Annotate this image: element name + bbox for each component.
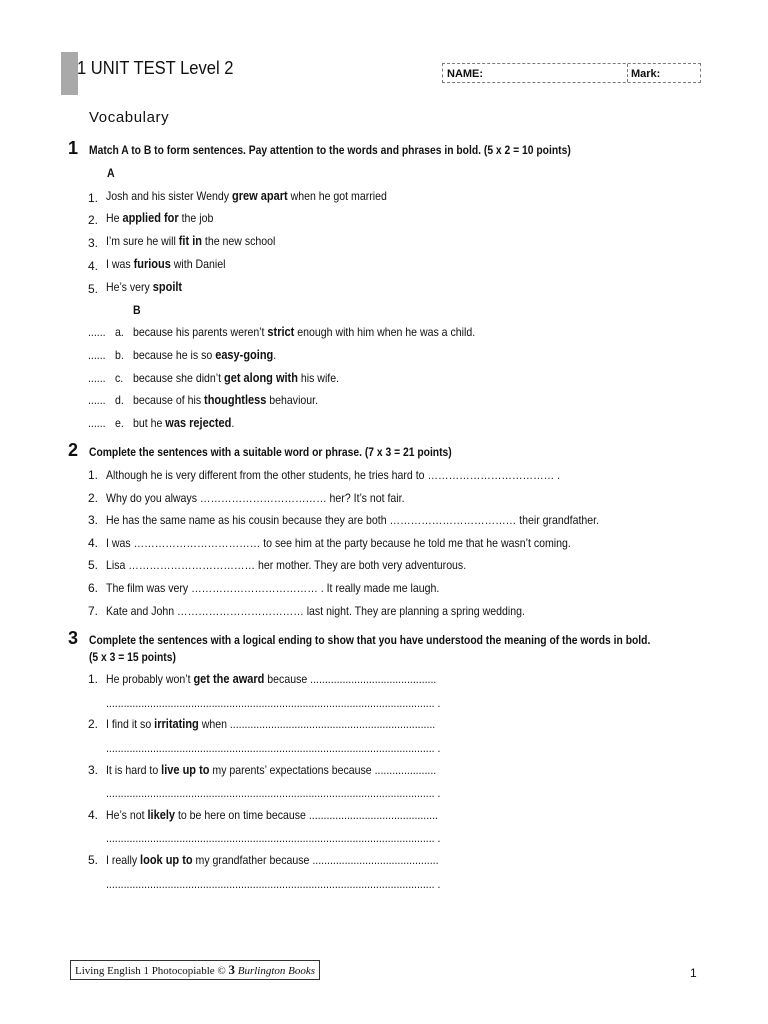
group-label-b: B [133, 303, 141, 317]
question-number: 3 [68, 628, 79, 648]
list-item-text: because of his thoughtless behaviour. [133, 393, 319, 407]
group-label-a: A [107, 166, 115, 180]
mark-label: Mark: [631, 68, 661, 80]
item-number: 5. [88, 282, 99, 296]
list-item-text: He applied for the job [106, 211, 214, 225]
publisher-name: Burlington Books [234, 965, 316, 977]
list-item [88, 189, 98, 207]
list-item-text: He’s not likely to be here on time because ............................................ [106, 808, 438, 822]
answer-blank[interactable]: ...... [88, 393, 106, 407]
list-item-text: I really look up to my grandfather because ........................................... [106, 853, 439, 867]
question-number: 1 [68, 138, 79, 158]
section-title: Vocabulary [89, 109, 170, 126]
item-number: 7. [88, 604, 99, 618]
answer-blank[interactable]: ...... [88, 416, 106, 430]
list-item [88, 280, 98, 298]
list-item-text: I was ……………………………… to see him at the party because he told me that he wasn’t coming. [106, 536, 571, 550]
publisher-logo-mark: 3 [228, 962, 235, 977]
item-letter: b. [115, 348, 124, 362]
copyright-text: Living English 1 Photocopiable © [75, 965, 229, 977]
list-item-text: He has the same name as his cousin because they are both ……………………………… their grandfather. [106, 513, 600, 527]
list-item-text: Josh and his sister Wendy grew apart when he got married [106, 189, 387, 203]
copyright-footer [70, 960, 320, 980]
list-item-text: I was furious with Daniel [106, 257, 226, 271]
list-item-text: because he is so easy-going. [133, 348, 277, 362]
item-number: 4. [88, 536, 99, 550]
answer-line[interactable]: ................................................................................................................ . [106, 786, 441, 800]
page-number: 1 [690, 966, 697, 980]
page-title: 1 UNIT TEST Level 2 [77, 58, 234, 78]
namebox-divider [627, 64, 628, 82]
item-number: 1. [88, 672, 99, 686]
answer-blank[interactable]: ...... [88, 348, 106, 362]
item-number: 6. [88, 581, 99, 595]
list-item-text: The film was very ……………………………… . It really made me laugh. [106, 581, 440, 595]
answer-blank[interactable]: ...... [88, 325, 106, 339]
question-points: (5 x 3 = 15 points) [89, 650, 176, 664]
item-number: 5. [88, 558, 99, 572]
list-item-text: It is hard to live up to my parents’ expectations because ..................... [106, 763, 437, 777]
answer-line[interactable]: ................................................................................................................ . [106, 741, 441, 755]
answer-line[interactable]: ................................................................................................................ . [106, 831, 441, 845]
item-number: 2. [88, 213, 99, 227]
list-item-text: Lisa ……………………………… her mother. They are both very adventurous. [106, 558, 467, 572]
list-item-text: Why do you always ……………………………… her? It’s not fair. [106, 491, 405, 505]
item-number: 3. [88, 236, 99, 250]
list-item-text: I’m sure he will fit in the new school [106, 234, 276, 248]
list-item-text: because she didn’t get along with his wife. [133, 371, 340, 385]
list-item [88, 257, 98, 275]
item-number: 2. [88, 491, 99, 505]
item-number: 4. [88, 808, 99, 822]
question-instruction: Match A to B to form sentences. Pay attention to the words and phrases in bold. (5 x 2 = 10 points) [89, 143, 571, 157]
title-bar-decoration [61, 52, 78, 95]
item-number: 4. [88, 259, 99, 273]
item-letter: d. [115, 393, 124, 407]
question-instruction: Complete the sentences with a suitable word or phrase. (7 x 3 = 21 points) [89, 445, 452, 459]
list-item-text: Although he is very different from the other students, he tries hard to ……………………………… . [106, 468, 561, 482]
item-number: 2. [88, 717, 99, 731]
question-instruction: Complete the sentences with a logical ending to show that you have understood the meaning of the words in bold. [89, 633, 651, 647]
item-number: 3. [88, 513, 99, 527]
list-item-text: because his parents weren’t strict enough with him when he was a child. [133, 325, 476, 339]
item-number: 3. [88, 763, 99, 777]
list-item-text: but he was rejected. [133, 416, 235, 430]
list-item-text: He probably won’t get the award because ........................................... [106, 672, 437, 686]
answer-line[interactable]: ................................................................................................................ . [106, 877, 441, 891]
answer-line[interactable]: ................................................................................................................ . [106, 696, 441, 710]
item-number: 1. [88, 468, 99, 482]
list-item [88, 211, 98, 229]
item-number: 1. [88, 191, 99, 205]
item-letter: e. [115, 416, 124, 430]
list-item-text: I find it so irritating when ...................................................................... [106, 717, 436, 731]
question-number: 2 [68, 440, 79, 460]
list-item [88, 234, 98, 252]
list-item-text: He’s very spoilt [106, 280, 183, 294]
item-number: 5. [88, 853, 99, 867]
name-mark-box [442, 63, 701, 83]
answer-blank[interactable]: ...... [88, 371, 106, 385]
name-label: NAME: [447, 68, 484, 80]
item-letter: c. [115, 371, 124, 385]
item-letter: a. [115, 325, 124, 339]
list-item-text: Kate and John ……………………………… last night. They are planning a spring wedding. [106, 604, 525, 618]
